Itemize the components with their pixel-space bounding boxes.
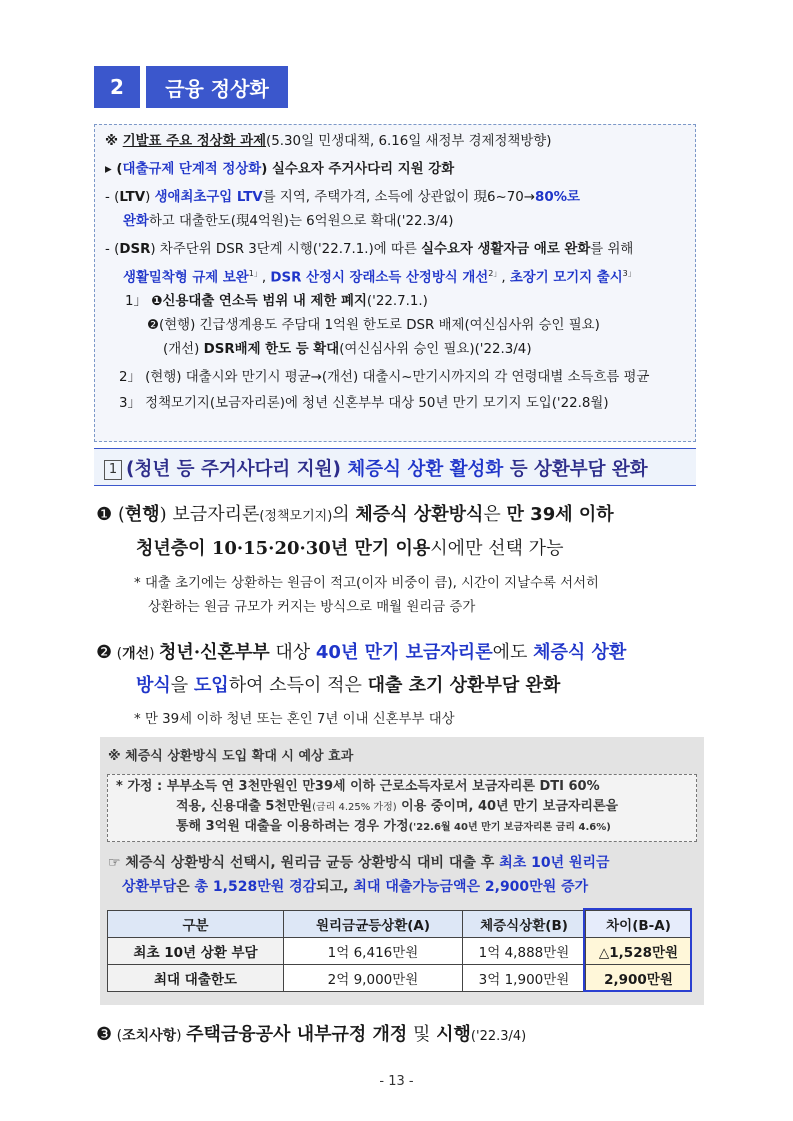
table-header: 체증식상환(B) — [463, 911, 586, 938]
item2-note: * 만 39세 이하 청년 또는 혼인 7년 이내 신혼부부 대상 — [134, 712, 455, 727]
table-cell: 2억 9,000만원 — [284, 965, 463, 992]
table-cell: △1,528만원 — [586, 938, 692, 965]
assumption-box — [107, 774, 697, 842]
assumption-line-2: 적용, 신용대출 5천만원(금리 4.25% 가정) 이용 중이며, 40년 만기 보금자리론을 — [176, 799, 619, 814]
box-footnote-1b: ❷(현행) 긴급생계용도 주담대 1억원 한도로 DSR 배제(여신심사위 승인 필요) — [147, 318, 600, 333]
assumption-line-3: 통해 3억원 대출을 이용하려는 경우 가정('22.6월 40년 만기 보금자리론 금리 4.6%) — [176, 819, 611, 834]
item1-line-2: 청년층이 10·15·20·30년 만기 이용시에만 선택 가능 — [136, 538, 564, 559]
box-dsr-line-1: - (DSR) 차주단위 DSR 3단계 시행('22.7.1.)에 따른 실수요자 생활자금 애로 완화를 위해 — [105, 242, 634, 257]
table-header: 원리금균등상환(A) — [284, 911, 463, 938]
assumption-line-1: * 가정 : 부부소득 연 3천만원인 만39세 이하 근로소득자로서 보금자리론 DTI 60% — [116, 779, 600, 794]
table-cell: 3억 1,900만원 — [463, 965, 586, 992]
summary-box — [94, 124, 696, 442]
page-number: - 13 - — [379, 1074, 414, 1089]
box-footnote-3: 3」 정책모기지(보금자리론)에 청년 신혼부부 대상 50년 만기 모기지 도입('22.8월) — [119, 396, 609, 411]
table-header: 구분 — [108, 911, 284, 938]
table-header: 차이(B-A) — [586, 911, 692, 938]
table-cell: 2,900만원 — [586, 965, 692, 992]
item1-note-2: 상환하는 원금 규모가 커지는 방식으로 매월 원리금 증가 — [148, 600, 476, 615]
box-footnote-1: 1」 ❶신용대출 연소득 범위 내 제한 폐지('22.7.1.) — [125, 294, 428, 309]
table-header-row — [108, 911, 692, 938]
box-ltv-line-1: - (LTV) 생애최초구입 LTV를 지역, 주택가격, 소득에 상관없이 現6~70→80%로 — [105, 190, 580, 205]
result-line-2: 상환부담은 총 1,528만원 경감되고, 최대 대출가능금액은 2,900만원 증가 — [122, 879, 589, 895]
table-cell: 최대 대출한도 — [108, 965, 284, 992]
box-ltv-line-2: 완화하고 대출한도(現4억원)는 6억원으로 확대('22.3/4) — [123, 214, 454, 229]
item1-note-1: * 대출 초기에는 상환하는 원금이 적고(이자 비중이 큼), 시간이 지날수록 서서히 — [134, 576, 599, 591]
item1-line-1: ❶ (현행) 보금자리론(정책모기지)의 체증식 상환방식은 만 39세 이하 — [96, 504, 614, 525]
item1-marker: ❶ — [96, 504, 113, 525]
subheading-number: 1 — [104, 460, 122, 480]
table-row — [108, 938, 692, 965]
table-cell: 1억 4,888만원 — [463, 938, 586, 965]
section-title: 금융 정상화 — [146, 66, 288, 108]
effect-title: ※ 체증식 상환방식 도입 확대 시 예상 효과 — [108, 749, 354, 764]
box-line-2: ▸ (대출규제 단계적 정상화) 실수요자 주거사다리 지원 강화 — [105, 162, 455, 177]
box-footnote-1c: (개선) DSR배제 한도 등 확대(여신심사위 승인 필요)('22.3/4) — [163, 342, 532, 357]
table-row — [108, 965, 692, 992]
table-cell: 최초 10년 상환 부담 — [108, 938, 284, 965]
box-line-1: ※ 기발표 주요 정상화 과제(5.30일 민생대책, 6.16일 새정부 경제정책방향) — [105, 134, 552, 149]
item2-line-1: ❷ (개선) 청년·신혼부부 대상 40년 만기 보금자리론에도 체증식 상환 — [96, 642, 627, 663]
item2-line-2: 방식을 도입하여 소득이 적은 대출 초기 상환부담 완화 — [136, 675, 561, 696]
box-dsr-line-2: 생활밀착형 규제 보완$^{1」}$, DSR 산정시 장래소득 산정방식 개선$^{2」}$, 초장기 모기지 출시$^{3」}$ — [123, 269, 636, 286]
result-line-1: ☞ 체증식 상환방식 선택시, 원리금 균등 상환방식 대비 대출 후 최초 10년 원리금 — [108, 855, 610, 871]
comparison-table — [107, 910, 692, 992]
item3-line: ❸ (조치사항) 주택금융공사 내부규정 개정 및 시행('22.3/4) — [96, 1024, 527, 1045]
item2-marker: ❷ — [96, 642, 113, 663]
item3-marker: ❸ — [96, 1024, 113, 1045]
section-number: 2 — [94, 66, 140, 108]
table-cell: 1억 6,416만원 — [284, 938, 463, 965]
box-footnote-2: 2」 (현행) 대출시와 만기시 평균→(개선) 대출시~만기시까지의 각 연령대별 소득흐름 평균 — [119, 370, 650, 385]
subheading — [94, 448, 696, 486]
subheading-text: 1 (청년 등 주거사다리 지원) 체증식 상환 활성화 등 상환부담 완화 — [104, 455, 648, 481]
